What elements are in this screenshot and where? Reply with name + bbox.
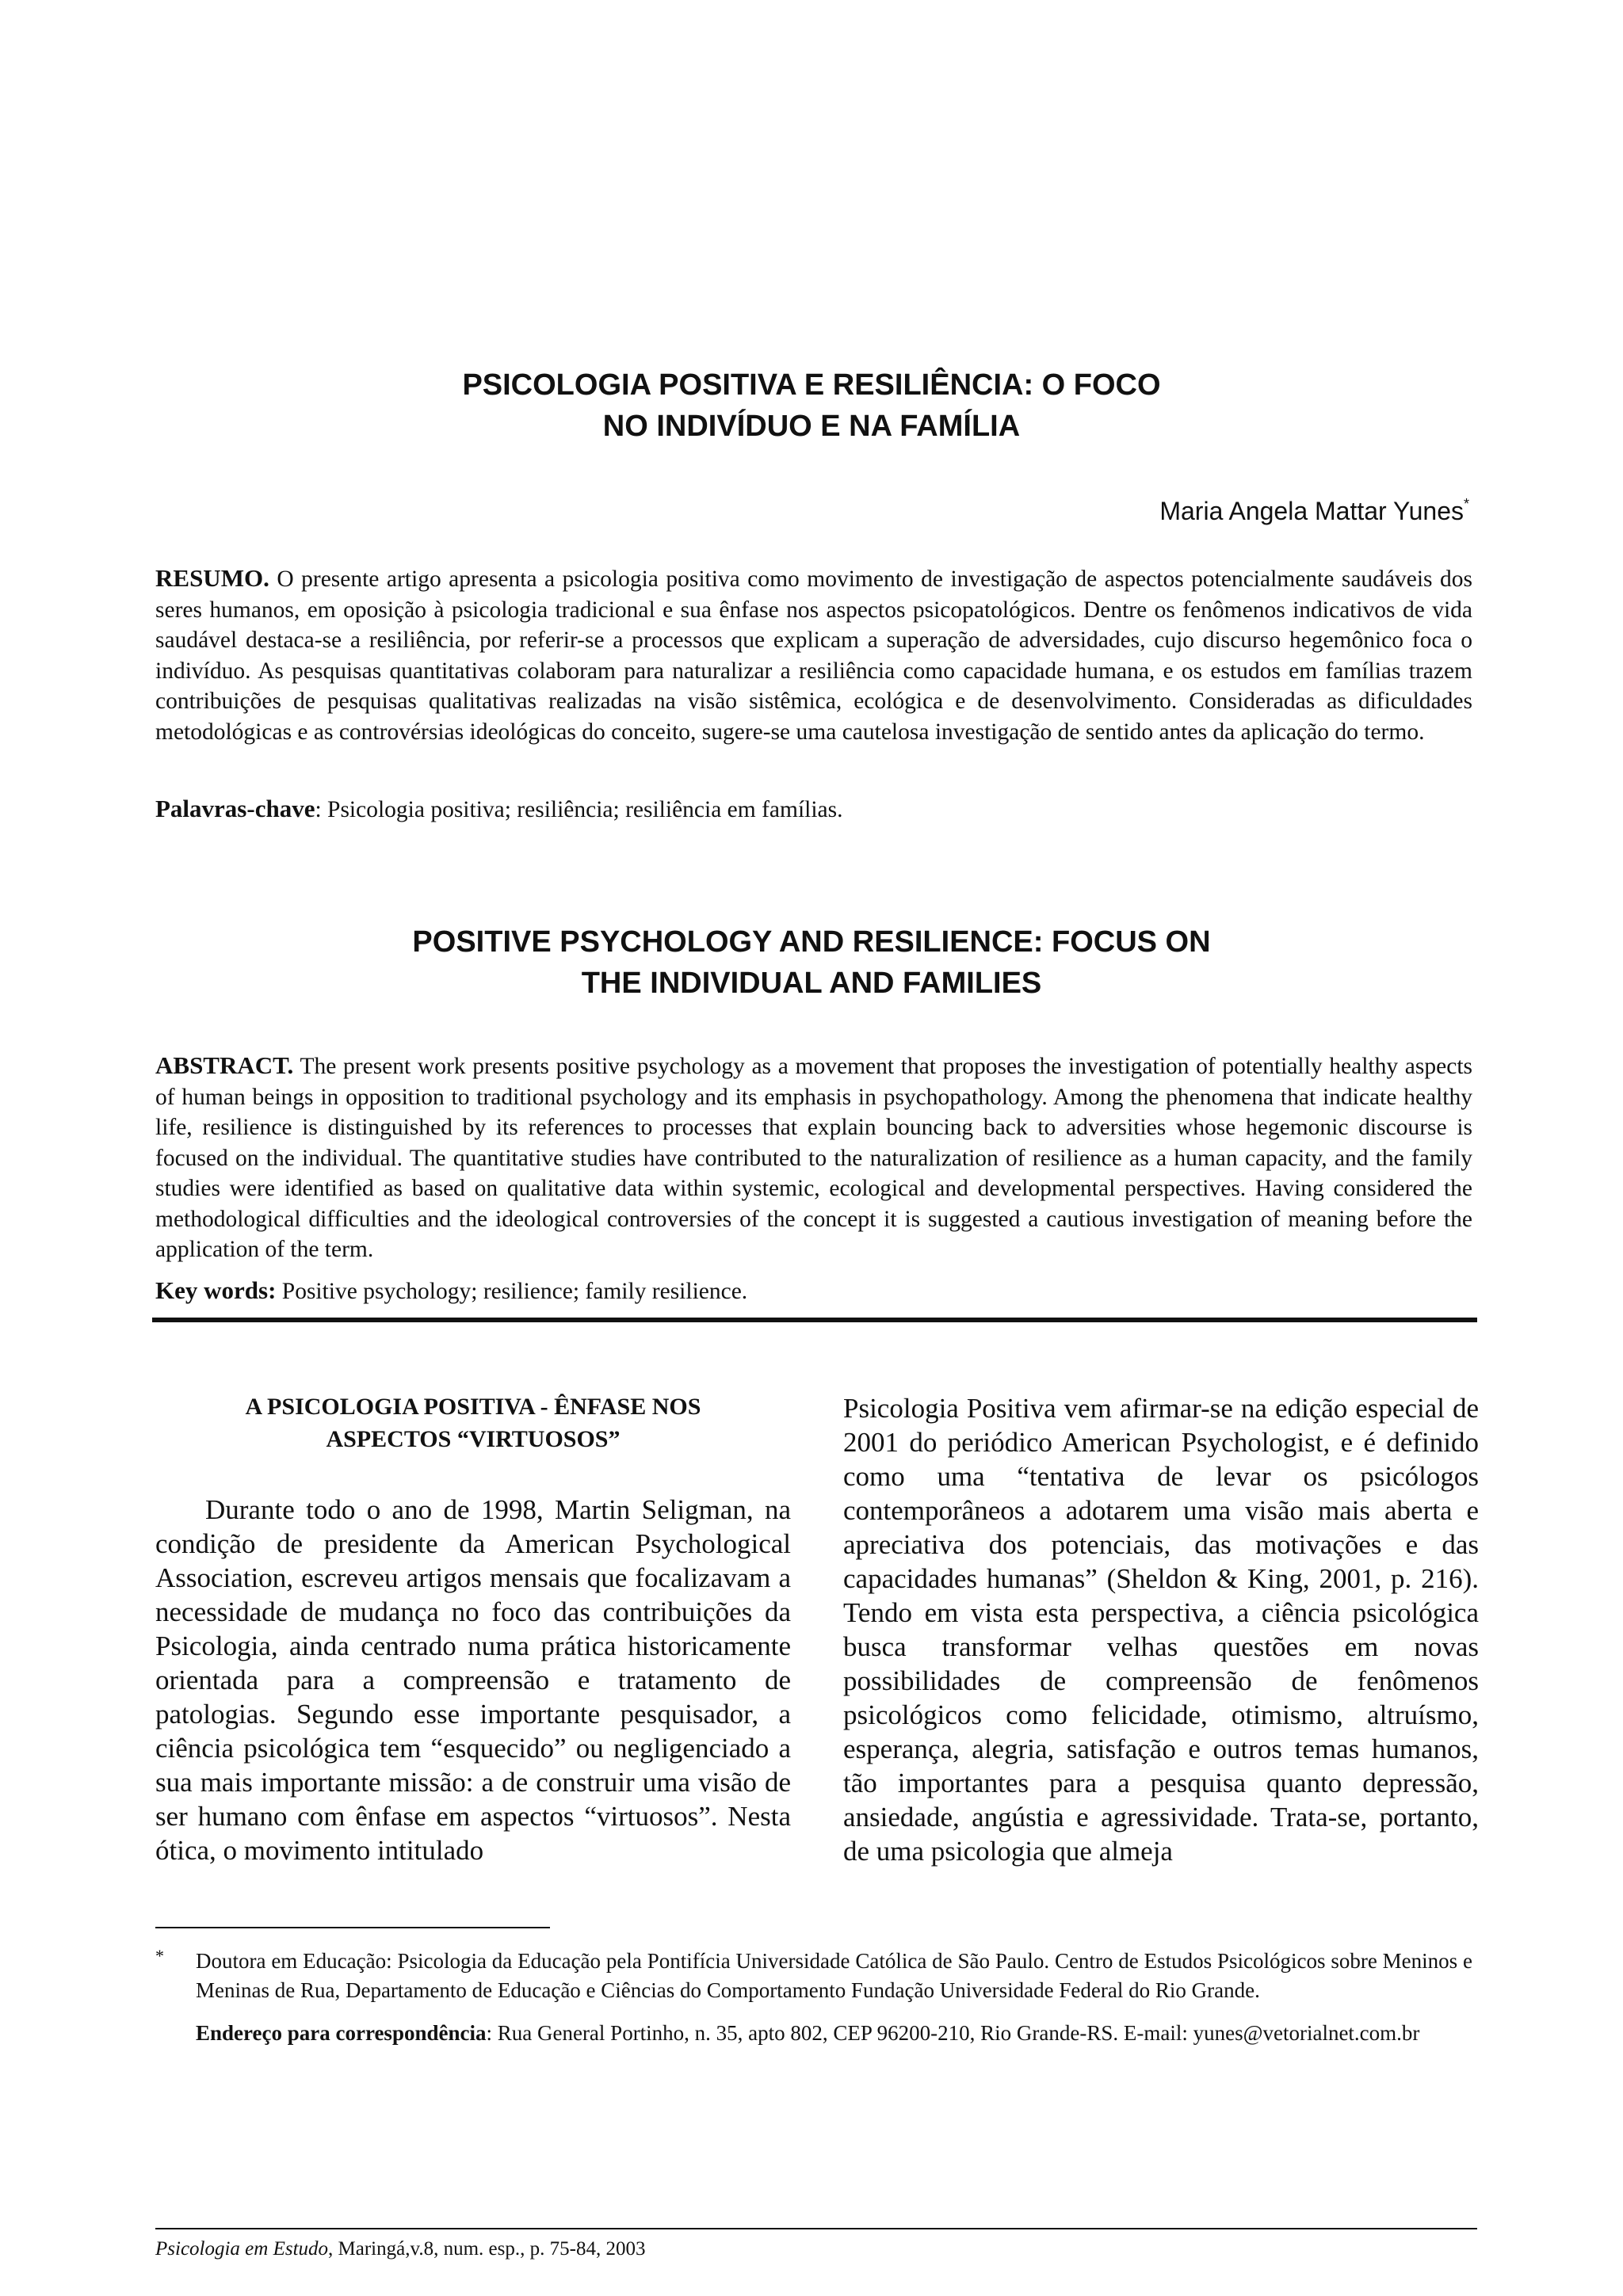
footer-divider	[155, 2228, 1477, 2229]
section-heading-line: ASPECTOS “VIRTUOSOS”	[326, 1426, 621, 1452]
title-line: THE INDIVIDUAL AND FAMILIES	[581, 967, 1042, 1000]
resumo-text: O presente artigo apresenta a psicologia positiva como movimento de investigação de aspectos potencialmente saudáveis dos seres humanos, em oposição à psicologia tradicional e sua ênfase nos aspectos psicopatológicos. Dentre os fenômenos indicativos de vida saudável destaca-se a resiliência, por referir-se a processos que explicam a superação de adversidades, cujo discurso hegemônico foca o indivíduo. As pesquisas quantitativas colaboram para naturalizar a resiliência como capacidade humana, e os estudos em famílias trazem contribuições de pesquisas qualitativas realizadas na visão sistêmica, ecológica e de desenvolvimento. Consideradas as dificuldades metodológicas e as controvérsias ideológicas do conceito, sugere-se uma cautelosa investigação de sentido antes da aplicação do termo.	[155, 566, 1473, 745]
body-column-right	[843, 1391, 1479, 1868]
footnote-divider	[155, 1927, 550, 1928]
section-heading-line: A PSICOLOGIA POSITIVA - ÊNFASE NOS	[245, 1394, 701, 1420]
author-byline	[1159, 488, 1469, 527]
footnote-mark: *	[155, 1946, 164, 1966]
key-words	[155, 1276, 1472, 1307]
palavras-chave-text: : Psicologia positiva; resiliência; resiliência em famílias.	[315, 797, 843, 822]
page-title-portuguese	[0, 364, 1623, 447]
author-name: Maria Angela Mattar Yunes	[1159, 497, 1464, 525]
palavras-chave-label: Palavras-chave	[155, 795, 315, 822]
footnote-affiliation: Doutora em Educação: Psicologia da Educação pela Pontifícia Universidade Católica de São Paulo. Centro de Estudos Psicológicos sobre Meninos e Meninas de Rua, Departamento de Educação e Ciências do Comportamento Fundação Universidade Federal do Rio Grande.	[196, 1949, 1472, 2002]
title-line: POSITIVE PSYCHOLOGY AND RESILIENCE: FOCUS ON	[412, 925, 1211, 959]
abstract-text: The present work presents positive psychology as a movement that proposes the investigation of potentially healthy aspects of human beings in opposition to traditional psychology and its emphasis in psychopathology. Among the phenomena that indicate healthy life, resilience is distinguished by its references to processes that explain bouncing back to adversities whose hegemonic discourse is focused on the individual. The quantitative studies have contributed to the naturalization of resilience as a human capacity, and the family studies were identified as based on qualitative data within systemic, ecological and developmental perspectives. Having considered the methodological difficulties and the ideological controversies of the concept it is suggested a cautious investigation of meaning before the application of the term.	[155, 1054, 1472, 1262]
abstract-label: ABSTRACT.	[155, 1051, 294, 1079]
resumo-paragraph	[155, 563, 1472, 747]
journal-name: Psicologia em Estudo	[155, 2238, 329, 2260]
footnote	[155, 1947, 1472, 2048]
citation-details: , Maringá,v.8, num. esp., p. 75-84, 2003	[328, 2238, 646, 2260]
address-text: : Rua General Portinho, n. 35, apto 802, CEP 96200-210, Rio Grande-RS. E-mail: yunes@vetorialnet.com.br	[486, 2021, 1420, 2045]
body-paragraph: Psicologia Positiva vem afirmar-se na edição especial de 2001 do periódico American Psychologist, e é definido como uma “tentativa de levar os psicólogos contemporâneos a adotarem uma visão mais aberta e apreciativa dos potenciais, das motivações e das capacidades humanas” (Sheldon & King, 2001, p. 216). Tendo em vista esta perspectiva, a ciência psicológica busca transformar velhas questões em novas possibilidades de compreensão de fenômenos psicológicos como felicidade, otimismo, altruísmo, esperança, alegria, satisfação e outros temas humanos, tão importantes para a pesquisa quanto depressão, ansiedade, angústia e agressividade. Trata-se, portanto, de uma psicologia que almeja	[843, 1393, 1479, 1867]
palavras-chave	[155, 794, 1472, 826]
title-line: NO INDIVÍDUO E NA FAMÍLIA	[602, 410, 1021, 443]
title-line: PSICOLOGIA POSITIVA E RESILIÊNCIA: O FOCO	[462, 368, 1161, 402]
key-words-label: Key words:	[155, 1276, 277, 1304]
address-label: Endereço para correspondência	[196, 2021, 487, 2045]
abstract-paragraph	[155, 1051, 1472, 1265]
section-divider	[152, 1318, 1477, 1322]
footnote-address	[196, 2019, 1472, 2048]
section-heading	[155, 1390, 791, 1455]
body-column-left	[155, 1390, 791, 1867]
page-title-english	[0, 921, 1623, 1004]
journal-citation	[155, 2236, 645, 2263]
body-paragraph: Durante todo o ano de 1998, Martin Seligman, na condição de presidente da American Psychological Association, escreveu artigos mensais que focalizavam a necessidade de mudança no foco das contribuições da Psicologia, ainda centrado numa prática historicamente orientada para a compreensão e tratamento de patologias. Segundo esse importante pesquisador, a ciência psicológica tem “esquecido” ou negligenciado a sua mais importante missão: a de construir uma visão de ser humano com ênfase em aspectos “virtuosos”. Nesta ótica, o movimento intitulado	[155, 1494, 791, 1866]
key-words-text: Positive psychology; resilience; family resilience.	[281, 1279, 748, 1304]
author-footnote-mark: *	[1463, 496, 1469, 512]
resumo-label: RESUMO.	[155, 564, 269, 592]
